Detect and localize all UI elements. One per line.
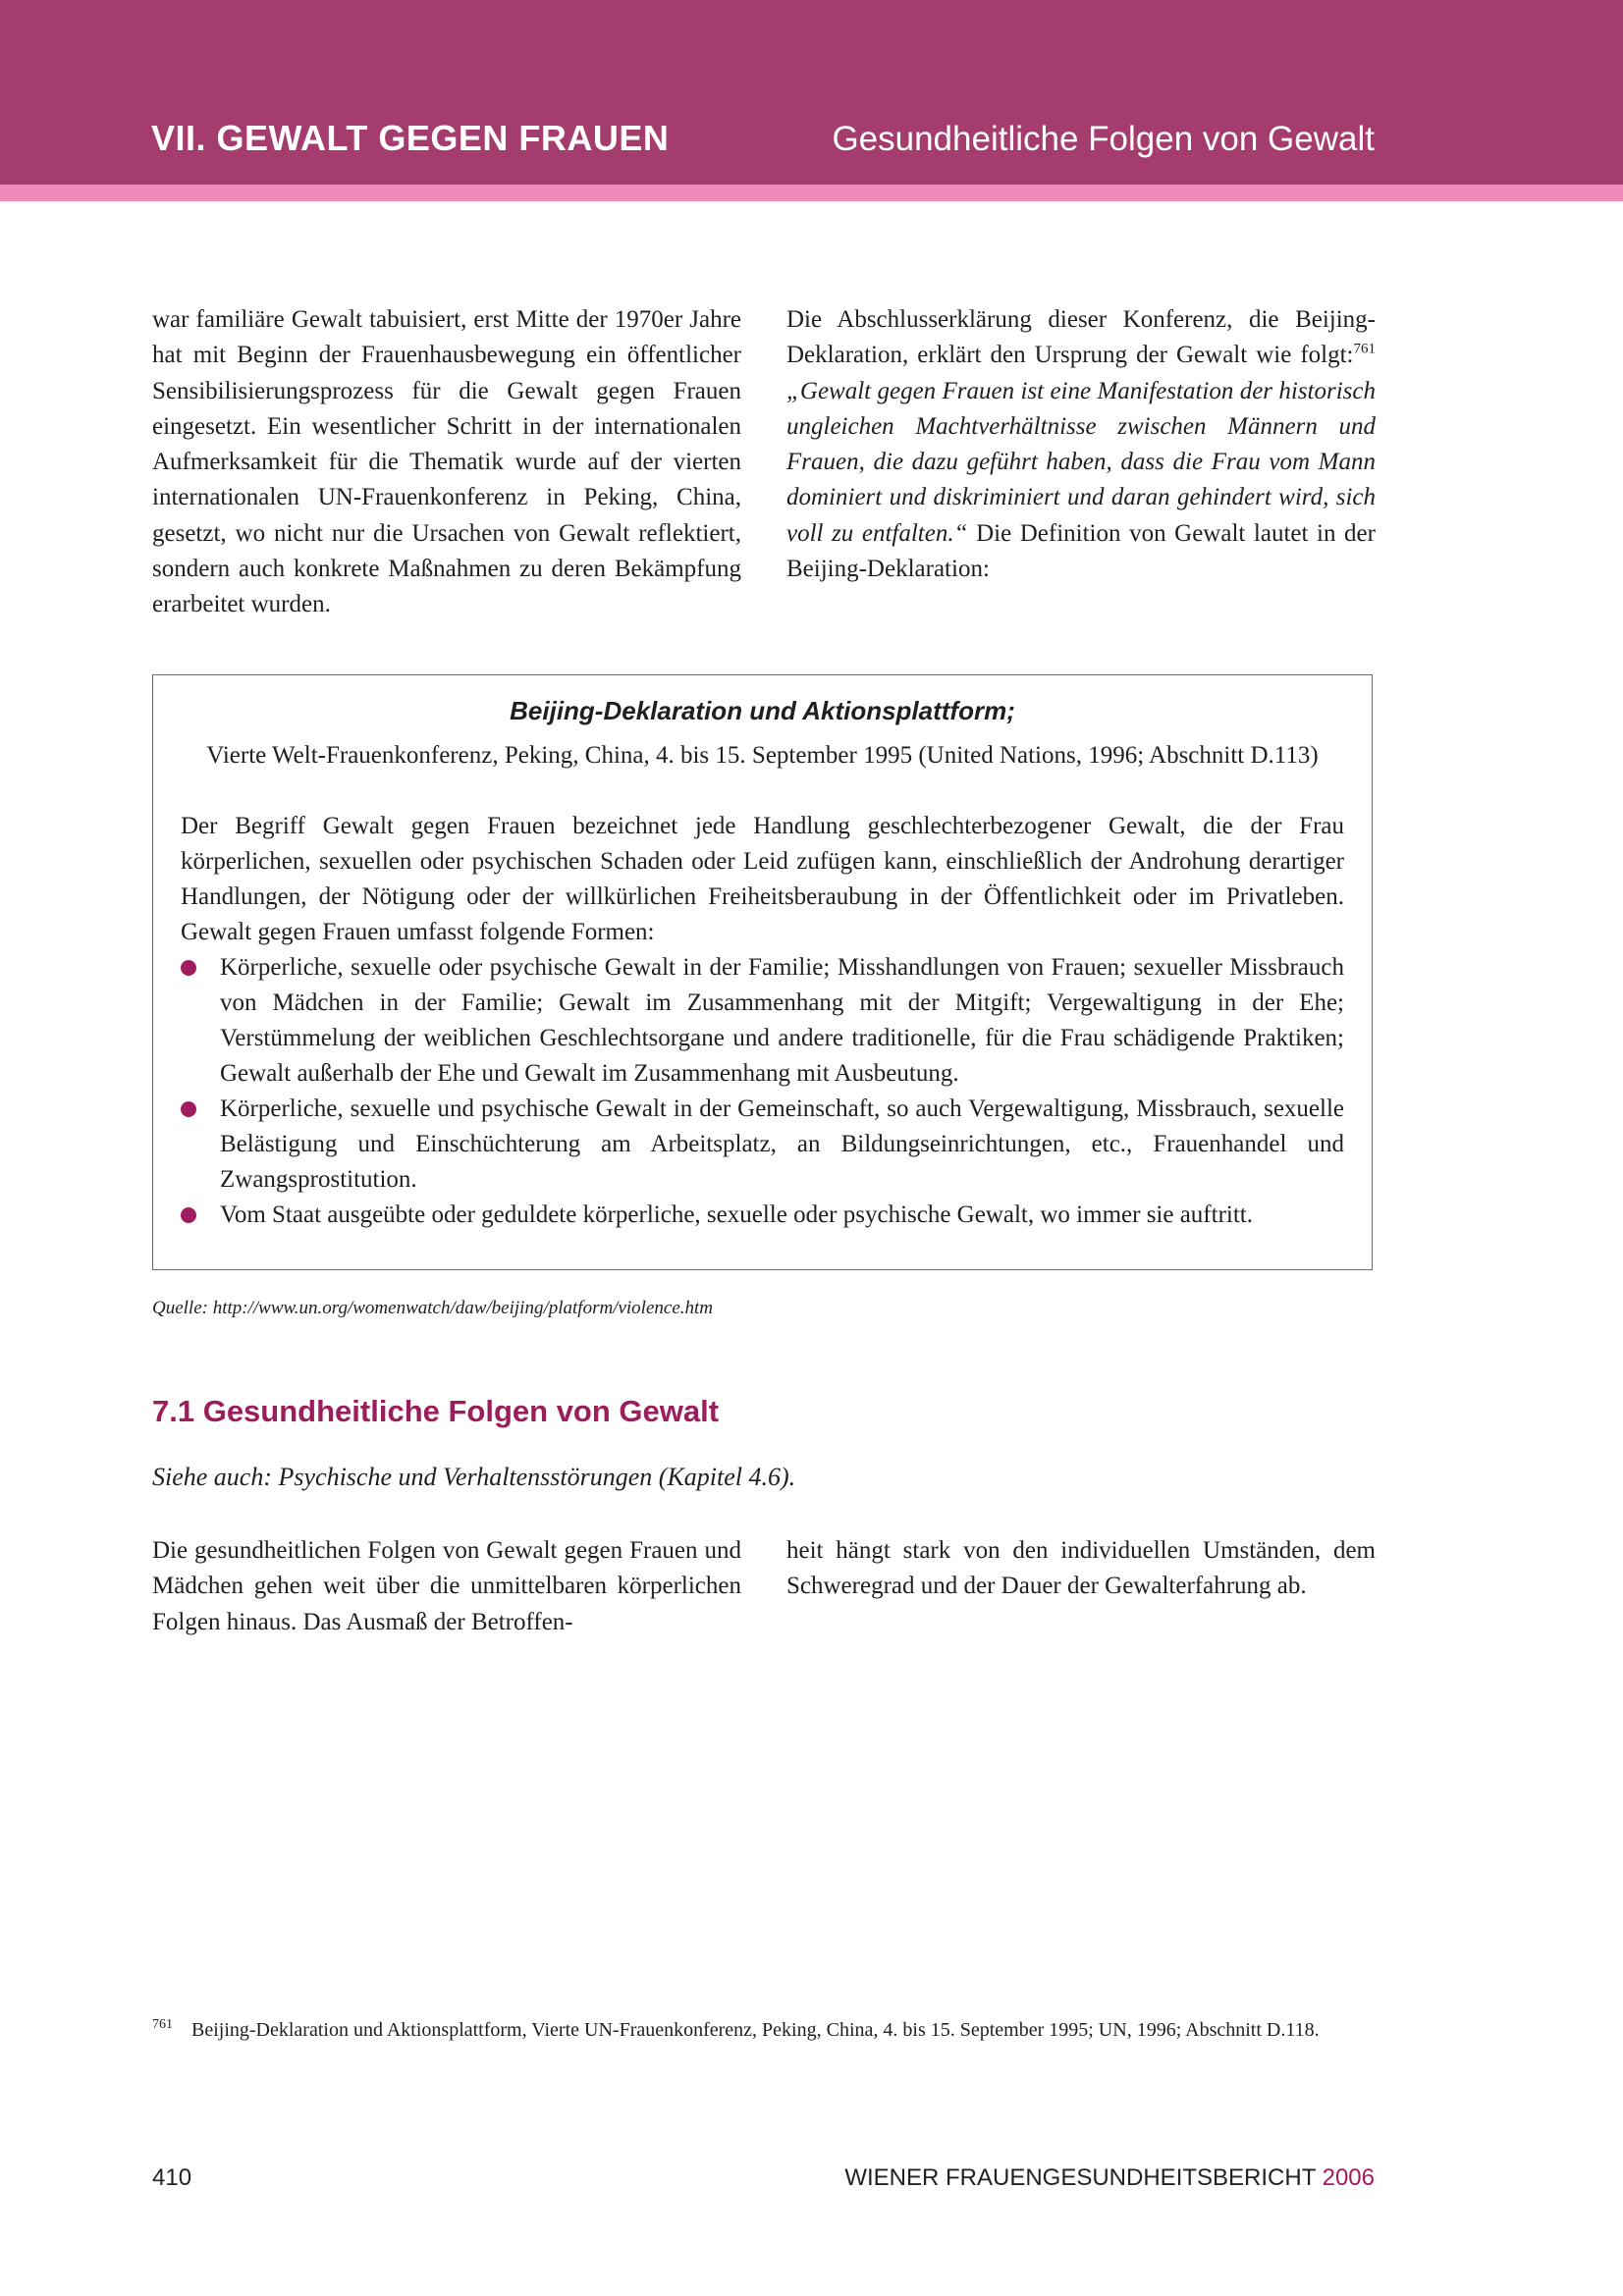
intro-right-column xyxy=(786,302,1376,587)
list-item xyxy=(181,1092,1344,1198)
footer-title xyxy=(844,2164,1375,2192)
box-subtitle: Vierte Welt-Frauenkonferenz, Peking, China, 4. bis 15. September 1995 (United Nations, 1996; Abschnitt D.113) xyxy=(206,742,1319,769)
list-item-text: Körperliche, sexuelle oder psychische Gewalt in der Familie; Misshandlungen von Frauen; sexueller Missbrauch von Mädchen in der Familie; Gewalt im Zusammenhang mit der Mitgift; Vergewaltigung in der Ehe; Verstümmelung der weiblichen Geschlechtsorgane und andere traditionelle, für die Frau schädigende Praktiken; Gewalt außerhalb der Ehe und Gewalt im Zusammenhang mit Ausbeutung. xyxy=(220,954,1344,1087)
chapter-title: VII. GEWALT GEGEN FRAUEN xyxy=(151,118,670,158)
footnote-reference[interactable]: 761 xyxy=(1353,341,1376,357)
bullet-icon xyxy=(181,1101,196,1117)
page-number: 410 xyxy=(152,2164,192,2191)
section-title: Gesundheitliche Folgen von Gewalt xyxy=(832,120,1375,158)
bullet-icon xyxy=(181,1207,196,1223)
intro-right-text: Die Abschlusserklärung dieser Konferenz, die Beijing-Deklaration, erklärt den Ursprung der Gewalt wie folgt: xyxy=(786,306,1376,369)
beijing-quote: „Gewalt gegen Frauen ist eine Manifestation der historisch ungleichen Machtverhältnisse zwischen Männern und Frauen, die dazu geführt haben, dass die Frau vom Mann dominiert und diskriminiert und daran gehindert wird, sich voll zu entfalten.“ xyxy=(786,377,1376,547)
section-right-paragraph: heit hängt stark von den individuellen Umständen, dem Schweregrad und der Dauer der Gewalterfahrung ab. xyxy=(786,1537,1376,1600)
footnote-text: Beijing-Deklaration und Aktionsplattform, Vierte UN-Frauenkonferenz, Peking, China, 4. bis 15. September 1995; UN, 1996; Abschnitt D.118. xyxy=(191,2019,1320,2041)
header-stripe xyxy=(0,185,1623,201)
intro-right-text-end: Die Definition von Gewalt lautet in der Beijing-Deklaration: xyxy=(786,519,1376,583)
intro-right-paragraph xyxy=(786,302,1376,587)
intro-left-column xyxy=(152,302,741,623)
list-item-text: Vom Staat ausgeübte oder geduldete körperliche, sexuelle oder psychische Gewalt, wo immer sie auftritt. xyxy=(220,1201,1253,1228)
list-item xyxy=(181,950,1344,1092)
section-left-column xyxy=(152,1533,741,1640)
footnote xyxy=(152,2016,1376,2045)
section-left-paragraph: Die gesundheitlichen Folgen von Gewalt gegen Frauen und Mädchen gehen weit über die unmittelbaren körperlichen Folgen hinaus. Das Ausmaß der Betroffen- xyxy=(152,1537,741,1635)
intro-left-paragraph: war familiäre Gewalt tabuisiert, erst Mitte der 1970er Jahre hat mit Beginn der Frauenhausbewegung ein öffentlicher Sensibilisierungsprozess für die Gewalt gegen Frauen eingesetzt. Ein wesentlicher Schritt in der internationalen Aufmerksamkeit für die Thematik wurde auf der vierten internationalen UN-Frauenkonferenz in Peking, China, gesetzt, wo nicht nur die Ursachen von Gewalt reflektiert, sondern auch konkrete Maßnahmen zu deren Bekämpfung erarbeitet wurden. xyxy=(152,306,741,618)
section-right-column xyxy=(786,1533,1376,1605)
see-also-note: Siehe auch: Psychische und Verhaltensstörungen (Kapitel 4.6). xyxy=(152,1463,796,1491)
list-item xyxy=(181,1198,1344,1233)
footnote-number: 761 xyxy=(152,2017,173,2032)
page-header xyxy=(0,0,1623,185)
violence-forms-list xyxy=(181,950,1344,1233)
section-heading: 7.1 Gesundheitliche Folgen von Gewalt xyxy=(152,1394,720,1428)
report-name: WIENER FRAUENGESUNDHEITSBERICHT xyxy=(844,2164,1323,2191)
definition-box xyxy=(152,674,1373,1270)
report-year: 2006 xyxy=(1322,2164,1375,2191)
bullet-icon xyxy=(181,960,196,976)
source-citation: Quelle: http://www.un.org/womenwatch/daw/beijing/platform/violence.htm xyxy=(152,1298,714,1318)
box-definition-text: Der Begriff Gewalt gegen Frauen bezeichnet jede Handlung geschlechterbezogener Gewalt, die der Frau körperlichen, sexuellen oder psychischen Schaden oder Leid zufügen kann, einschließlich der Androhung derartiger Handlungen, der Nötigung oder der willkürlichen Freiheitsberaubung in der Öffentlichkeit oder im Privatleben. Gewalt gegen Frauen umfasst folgende Formen: xyxy=(181,813,1344,945)
list-item-text: Körperliche, sexuelle und psychische Gewalt in der Gemeinschaft, so auch Vergewaltigung, Missbrauch, sexuelle Belästigung und Einschüchterung am Arbeitsplatz, an Bildungseinrichtungen, etc., Frauenhandel und Zwangsprostitution. xyxy=(220,1095,1344,1193)
box-title: Beijing-Deklaration und Aktionsplattform; xyxy=(510,696,1015,725)
